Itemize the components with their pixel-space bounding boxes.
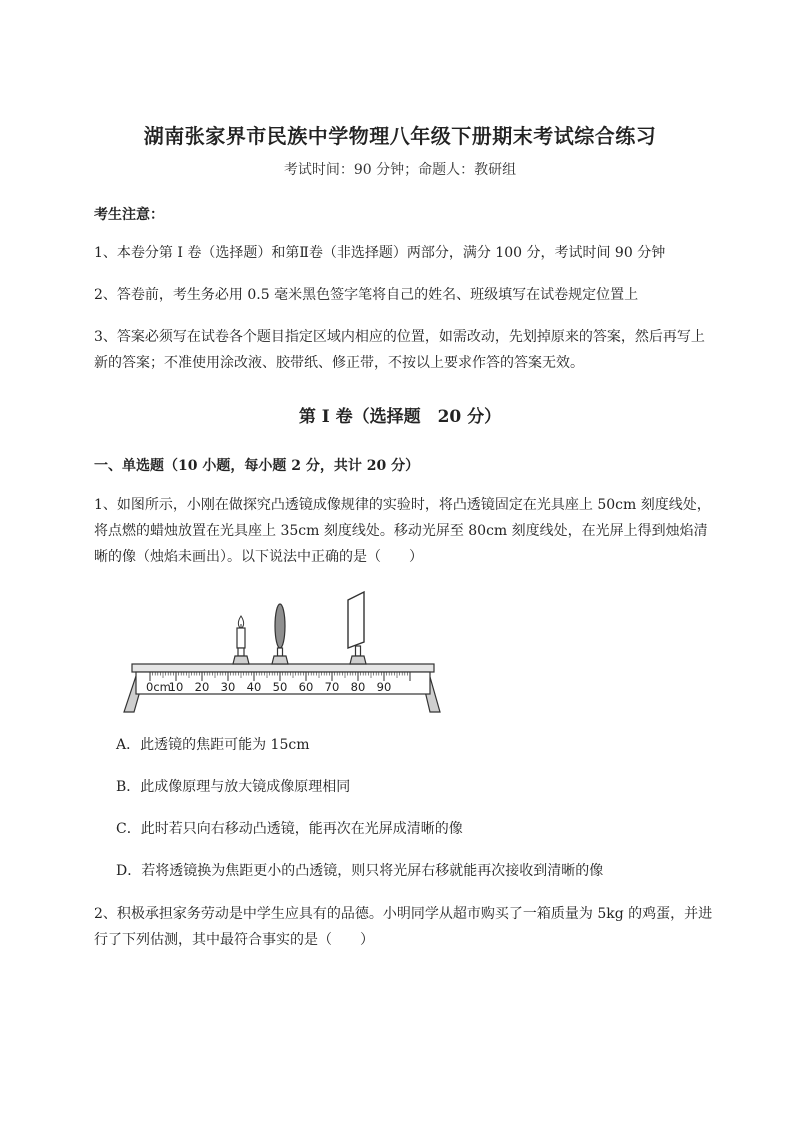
scale-label: 80 [350, 680, 366, 694]
question-1-option-a[interactable]: A．此透镜的焦距可能为 15cm [116, 737, 310, 753]
notice-item-2: 2、答卷前，考生务必用 0.5 毫米黑色签字笔将自己的姓名、班级填写在试卷规定位置上 [94, 287, 639, 303]
notice-item-1: 1、本卷分第 I 卷（选择题）和第Ⅱ卷（非选择题）两部分，满分 100 分，考试时间 90 分钟 [94, 245, 666, 261]
scale-label: 90 [376, 680, 392, 694]
scale-label: 10 [168, 680, 184, 694]
scale-label: 50 [272, 680, 288, 694]
question-1-stem: 1、如图所示，小刚在做探究凸透镜成像规律的实验时，将凸透镜固定在光具座上 50cm 刻度线处，将点燃的蜡烛放置在光具座上 35cm 刻度线处。移动光屏至 80cm 刻度线处，在光屏上得到烛焰清晰的像（烛焰未画出）。以下说法中正确的是（ ） [94, 497, 711, 565]
exam-subtitle: 考试时间：90 分钟；命题人：教研组 [283, 162, 517, 178]
bench-rail-top [132, 664, 434, 672]
notice-item-3: 3、答案必须写在试卷各个题目指定区域内相应的位置，如需改动，先划掉原来的答案，然后再写上新的答案；不准使用涂改液、胶带纸、修正带，不按以上要求作答的答案无效。 [94, 329, 705, 371]
question-1-option-c[interactable]: C．此时若只向右移动凸透镜，能再次在光屏成清晰的像 [116, 821, 463, 837]
scale-label: 60 [298, 680, 314, 694]
notice-heading: 考生注意： [94, 207, 164, 223]
scale-label: 70 [324, 680, 340, 694]
light-screen [348, 592, 366, 664]
part-heading: 一、单选题（10 小题，每小题 2 分，共计 20 分） [94, 458, 420, 474]
question-2-stem: 2、积极承担家务劳动是中学生应具有的品德。小明同学从超市购买了一箱质量为 5kg 的鸡蛋，并进行了下列估测，其中最符合事实的是（ ） [94, 906, 713, 948]
section-title: 第 I 卷（选择题 20 分） [298, 407, 502, 427]
exam-title: 湖南张家界市民族中学物理八年级下册期末考试综合练习 [143, 124, 657, 148]
scale-label: 30 [220, 680, 236, 694]
candle [233, 616, 249, 664]
scale-label: 20 [194, 680, 210, 694]
question-1-option-b[interactable]: B．此成像原理与放大镜成像原理相同 [116, 779, 351, 795]
scale-label: 0cm [146, 680, 171, 694]
optical-bench-figure [120, 590, 450, 720]
scale-label: 40 [246, 680, 262, 694]
convex-lens [272, 604, 288, 664]
question-1-option-d[interactable]: D．若将透镜换为焦距更小的凸透镜，则只将光屏右移就能再次接收到清晰的像 [116, 863, 604, 879]
